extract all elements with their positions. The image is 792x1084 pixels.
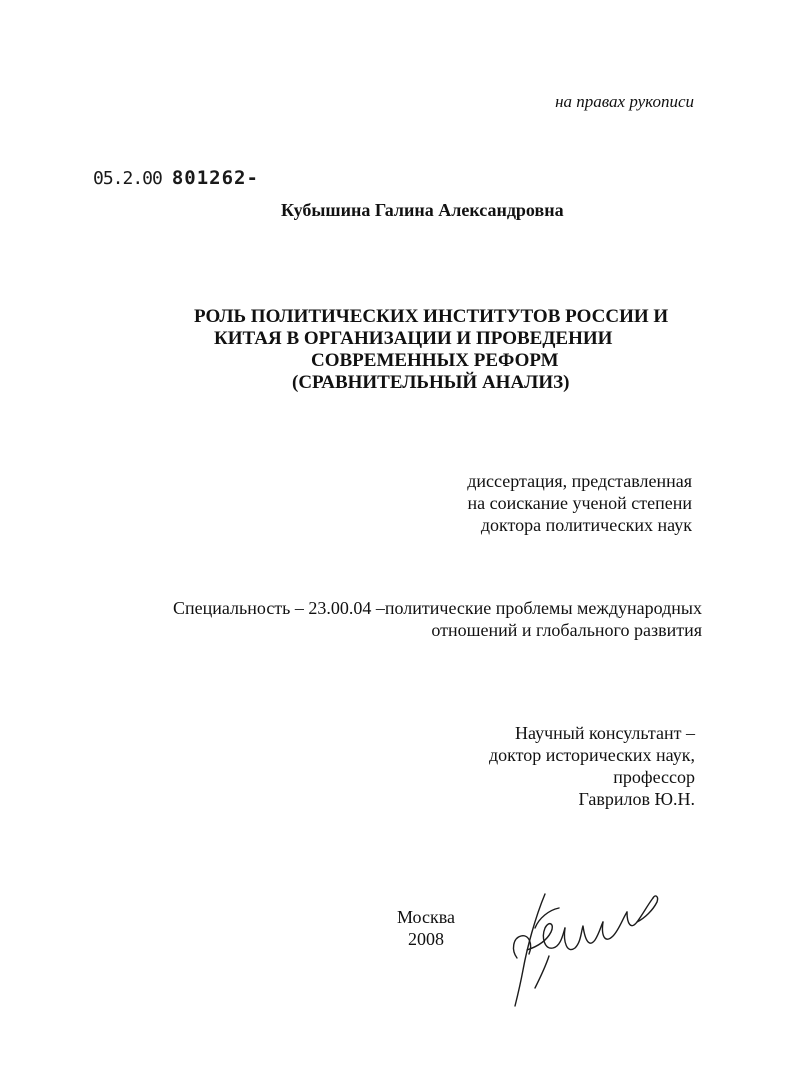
title-line-4: (СРАВНИТЕЛЬНЫЙ АНАЛИЗ) bbox=[292, 372, 570, 393]
specialty-block bbox=[173, 597, 702, 641]
consultant-line-4: Гаврилов Ю.Н. bbox=[578, 789, 695, 809]
consultant-block bbox=[489, 722, 695, 810]
dissertation-block bbox=[467, 470, 692, 536]
dissertation-line-2: на соискание ученой степени bbox=[467, 493, 692, 513]
title-line-2: КИТАЯ В ОРГАНИЗАЦИИ И ПРОВЕДЕНИИ bbox=[214, 328, 613, 349]
rights-note: на правах рукописи bbox=[555, 92, 694, 111]
dissertation-line-1: диссертация, представленная bbox=[467, 471, 692, 491]
handwritten-signature bbox=[505, 888, 665, 1013]
consultant-line-3: профессор bbox=[613, 767, 695, 787]
specialty-line-1: Специальность – 23.00.04 –политические проблемы международных bbox=[173, 598, 702, 618]
dissertation-line-3: доктора политических наук bbox=[480, 515, 692, 535]
title-line-3: СОВРЕМЕННЫХ РЕФОРМ bbox=[311, 350, 559, 371]
archive-code-number: 801262- bbox=[171, 167, 259, 189]
archive-code bbox=[93, 167, 259, 189]
consultant-line-1: Научный консультант – bbox=[515, 723, 695, 743]
year: 2008 bbox=[408, 929, 444, 949]
city-year-block bbox=[397, 906, 455, 950]
archive-code-date: 05.2.00 bbox=[93, 168, 162, 189]
specialty-line-2: отношений и глобального развития bbox=[431, 620, 702, 640]
city: Москва bbox=[397, 907, 455, 927]
consultant-line-2: доктор исторических наук, bbox=[489, 745, 695, 765]
author-name: Кубышина Галина Александровна bbox=[281, 200, 564, 220]
title-line-1: РОЛЬ ПОЛИТИЧЕСКИХ ИНСТИТУТОВ РОССИИ И bbox=[194, 306, 669, 327]
